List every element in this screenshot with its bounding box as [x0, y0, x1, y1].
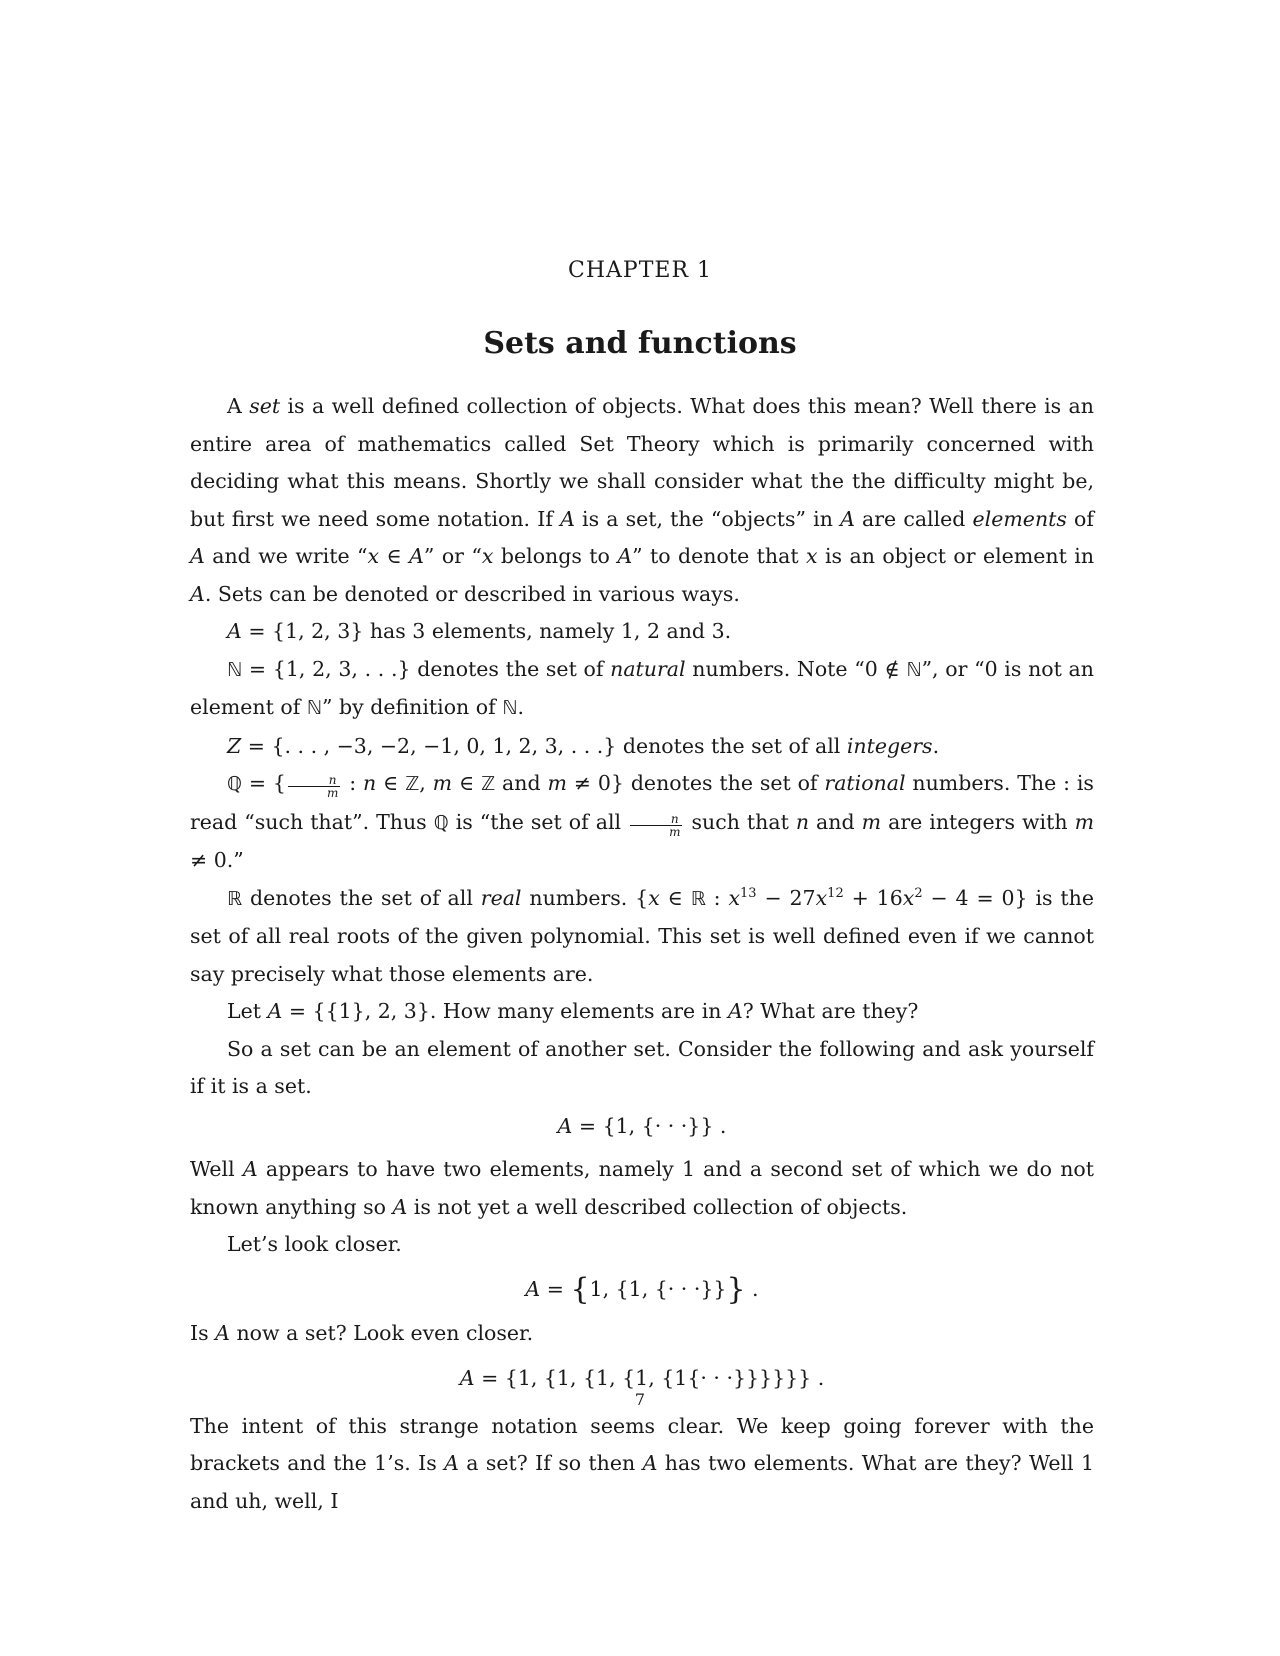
paragraph-rationals: ℚ = { $\frac{n}{m}$ : n ∈ ℤ, m ∈ ℤ and m ≠ 0} denotes the set of rational numbers. The : is read “such that”. Thus ℚ is “the set of all $\frac{n}{m}$ such that n and m are integers with m ≠ 0.”: [190, 771, 1095, 872]
paragraph-integers: Z = {. . . , −3, −2, −1, 0, 1, 2, 3, . . .} denotes the set of all integers.: [227, 733, 940, 758]
paragraph-example-A: A = {1, 2, 3} has 3 elements, namely 1, 2 and 3.: [227, 619, 732, 643]
paragraph-let-A: Let A = {{1}, 2, 3}. How many elements are in A? What are they?: [227, 999, 919, 1023]
paragraph-look-closer: Let’s look closer.: [227, 1232, 402, 1256]
fraction-n-over-m: $\frac{n}{m}$: [288, 774, 340, 799]
equation-2: A = {1, {1, {· · ·}}} .: [525, 1271, 759, 1307]
body-text: [190, 388, 1094, 1520]
chapter-label: CHAPTER 1: [568, 258, 712, 283]
paragraph-set-of-sets: So a set can be an element of another set. Consider the following and ask yourself if it is a set.: [190, 1036, 1094, 1098]
chapter-title: Sets and functions: [483, 326, 797, 361]
fraction-n-over-m-2: $\frac{n}{m}$: [630, 813, 682, 838]
equation-3: A = {1, {1, {1, {1, {1{· · ·}}}}}} .: [459, 1366, 825, 1390]
page-number: 7: [634, 1390, 646, 1409]
paragraph-intent: The intent of this strange notation seems clear. We keep going forever with the brackets and the 1’s. Is A a set? If so then A has two elements. What are they? Well 1 and uh, well, I: [190, 1413, 1094, 1513]
paragraph-well-A: Well A appears to have two elements, namely 1 and a second set of which we do not known anything so A is not yet a well described collection of objects.: [190, 1157, 1094, 1219]
paragraph-set-definition: A set is a well defined collection of objects. What does this mean? Well there is an entire area of mathematics called Set Theory which is primarily concerned with deciding what this means. Shortly we shall consider what the the difficulty might be, but first we need some notation. If A is a set, the “objects” in A are called elements of A and we write “x ∈ A” or “x belongs to A” to denote that x is an object or element in A. Sets can be denoted or described in various ways.: [190, 394, 1095, 606]
paragraph-naturals: ℕ = {1, 2, 3, . . .} denotes the set of natural numbers. Note “0 ∉ ℕ”, or “0 is not an element of ℕ” by definition of ℕ.: [190, 656, 1094, 719]
paragraph-is-A-set: Is A now a set? Look even closer.: [190, 1320, 534, 1345]
equation-1: A = {1, {· · ·}} .: [557, 1113, 727, 1138]
paragraph-reals: ℝ denotes the set of all real numbers. {x ∈ ℝ : $x^{13} - 27x^{12} + 16x^2 - 4 = 0$} is the set of all real roots of the given polynomial. This set is well defined even if we cannot say precisely what those elements are.: [190, 885, 1095, 986]
